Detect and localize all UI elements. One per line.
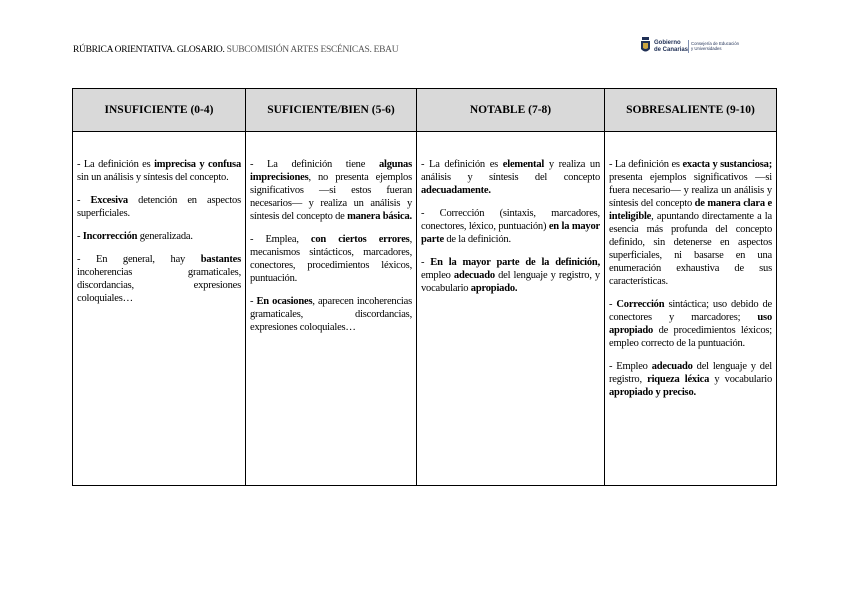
criterion-text: - En la mayor parte de la definición, empleo adecuado del lenguaje y registro, y vocabulario apropiado. xyxy=(421,257,600,294)
gobierno-canarias-logo xyxy=(640,37,740,57)
logo-right1: Consejería de Educación xyxy=(691,41,740,46)
criterion-text: - Corrección sintáctica; uso debido de conectores y marcadores; uso apropiado de procedimientos léxicos; empleo correcto de la puntuación. xyxy=(609,299,772,349)
criterion-text: - La definición es exacta y sustanciosa; presenta ejemplos significativos —si fuera necesario— y realiza un análisis y síntesis del concepto de manera clara e inteligible, apuntando directamente a la esencia más profunda del concepto definido, sin detenerse en aspectos superficiales, ni basarse en una enumeración exhaustiva de sus características. xyxy=(609,159,772,287)
logo-divider xyxy=(688,40,689,53)
criterion-text: - Empleo adecuado del lenguaje y del registro, riqueza léxica y vocabulario apropiado y preciso. xyxy=(609,361,773,398)
criterion-text: - Corrección (sintaxis, marcadores, conectores, léxico, puntuación) en la mayor parte de la definición. xyxy=(421,208,600,245)
header-subtitle: SUBCOMISIÓN ARTES ESCÉNICAS. EBAU xyxy=(224,45,399,55)
criterion-text: - La definición tiene algunas imprecisiones, no presenta ejemplos significativos —si estos fueran necesarios— y realiza un análisis y síntesis del concepto de manera básica. xyxy=(250,159,412,222)
logo-line2: de Canarias xyxy=(654,47,689,53)
header-insuficiente: INSUFICIENTE (0-4) xyxy=(73,89,246,132)
criterion-text: - La definición es imprecisa y confusa sin un análisis y síntesis del concepto. xyxy=(77,159,241,183)
header-row xyxy=(73,89,777,132)
logo-right2: y Universidades xyxy=(691,46,722,51)
header-title: RÚBRICA ORIENTATIVA. GLOSARIO. xyxy=(73,45,225,55)
criterion-text: - En general, hay bastantes incoherencias gramaticales, discordancias, expresiones coloquiales… xyxy=(77,254,241,304)
criteria-row xyxy=(73,132,777,486)
coat-of-arms-icon xyxy=(640,37,651,55)
cell-suficiente xyxy=(246,132,417,486)
criterion-text: - La definición es elemental y realiza un análisis y síntesis del concepto adecuadamente. xyxy=(421,159,600,196)
criterion-text: - Emplea, con ciertos errores, mecanismos sintácticos, marcadores, conectores, procedimientos léxicos, puntuación. xyxy=(250,234,412,284)
criterion-text: - Incorrección generalizada. xyxy=(77,231,193,242)
cell-notable xyxy=(417,132,605,486)
cell-insuficiente xyxy=(73,132,246,486)
header-suficiente: SUFICIENTE/BIEN (5-6) xyxy=(246,89,417,132)
header-sobresaliente: SOBRESALIENTE (9-10) xyxy=(605,89,777,132)
criterion-text: - Excesiva detención en aspectos superficiales. xyxy=(77,195,241,219)
rubric-table xyxy=(72,88,777,486)
document-header xyxy=(73,45,398,55)
logo-line1: Gobierno xyxy=(654,40,681,46)
cell-sobresaliente xyxy=(605,132,777,486)
header-notable: NOTABLE (7-8) xyxy=(417,89,605,132)
criterion-text: - En ocasiones, aparecen incoherencias gramaticales, discordancias, expresiones coloquiales… xyxy=(250,296,412,333)
